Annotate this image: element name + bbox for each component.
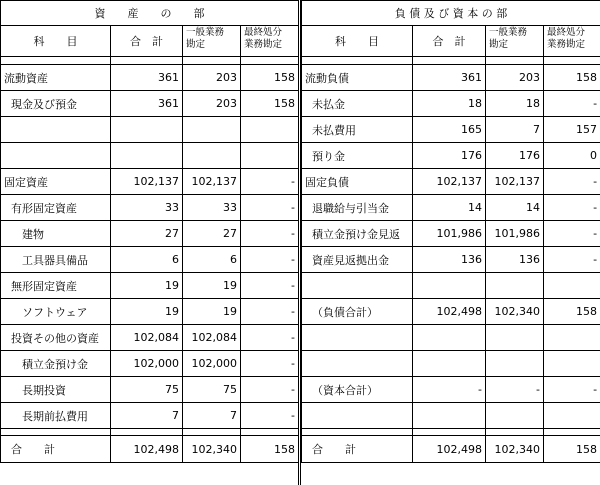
liabilities-table-row: [302, 247, 600, 273]
liabilities-row-total: 18: [413, 91, 486, 117]
liabilities-grand-total-final: 158: [544, 436, 600, 463]
liabilities-table-row: [302, 403, 600, 429]
liabilities-row-final: 158: [544, 299, 600, 325]
liabilities-row-general: 203: [486, 65, 544, 91]
assets-section: [0, 0, 298, 485]
assets-row-total: 19: [111, 299, 183, 325]
liabilities-row-final: -: [544, 91, 600, 117]
assets-row-total: 6: [111, 247, 183, 273]
liabilities-row-general: [486, 273, 544, 299]
assets-table-row: [1, 143, 299, 169]
liabilities-table-row: [302, 91, 600, 117]
assets-row-name: 長期投資: [1, 377, 111, 403]
liabilities-header-final-top: 最終処分: [547, 27, 586, 38]
assets-row-total: 102,137: [111, 169, 183, 195]
liabilities-row-final: -: [544, 247, 600, 273]
assets-row-final: [241, 143, 299, 169]
liabilities-row-total: 176: [413, 143, 486, 169]
assets-spacer-cell: [1, 429, 111, 436]
liabilities-row-final: 157: [544, 117, 600, 143]
assets-row-total: 33: [111, 195, 183, 221]
liabilities-spacer-cell: [486, 429, 544, 436]
assets-table-row: [1, 273, 299, 299]
liabilities-row-general: 101,986: [486, 221, 544, 247]
assets-spacer-row: [1, 57, 299, 65]
assets-row-name: [1, 117, 111, 143]
assets-table-row: [1, 247, 299, 273]
liabilities-table-row: [302, 273, 600, 299]
assets-table-row: [1, 65, 299, 91]
liabilities-row-final: 0: [544, 143, 600, 169]
liabilities-row-name: 積立金預け金見返: [302, 221, 413, 247]
liabilities-row-name: 流動負債: [302, 65, 413, 91]
liabilities-row-name: [302, 403, 413, 429]
liabilities-header-total: 合 計: [413, 26, 486, 57]
liabilities-header-final: [544, 26, 600, 57]
liabilities-row-name: 預り金: [302, 143, 413, 169]
assets-row-general: [183, 117, 241, 143]
assets-header-total: 合 計: [111, 26, 183, 57]
liabilities-row-general: 102,340: [486, 299, 544, 325]
liabilities-row-total: 101,986: [413, 221, 486, 247]
assets-row-total: 102,084: [111, 325, 183, 351]
assets-row-general: 19: [183, 273, 241, 299]
assets-row-final: -: [241, 247, 299, 273]
liabilities-row-general: 102,137: [486, 169, 544, 195]
assets-section-title-row: [1, 1, 299, 26]
liabilities-row-general: [486, 403, 544, 429]
assets-header-final-bottom: 業務勘定: [244, 39, 283, 50]
liabilities-row-total: 102,498: [413, 299, 486, 325]
liabilities-section: [301, 0, 600, 485]
liabilities-row-name: [302, 273, 413, 299]
liabilities-row-final: [544, 351, 600, 377]
assets-row-name: 投資その他の資産: [1, 325, 111, 351]
liabilities-row-general: [486, 351, 544, 377]
assets-row-name: 長期前払費用: [1, 403, 111, 429]
liabilities-row-final: -: [544, 169, 600, 195]
liabilities-row-total: 361: [413, 65, 486, 91]
assets-row-general: 7: [183, 403, 241, 429]
assets-section-title: 資 産 の 部: [1, 1, 299, 26]
liabilities-row-name: [302, 351, 413, 377]
assets-row-total: 102,000: [111, 351, 183, 377]
assets-header-row: [1, 26, 299, 57]
assets-row-final: 158: [241, 91, 299, 117]
liabilities-row-final: -: [544, 377, 600, 403]
assets-table-row: [1, 169, 299, 195]
liabilities-table-row: [302, 117, 600, 143]
liabilities-row-name: （資本合計）: [302, 377, 413, 403]
assets-row-final: 158: [241, 65, 299, 91]
liabilities-row-total: 165: [413, 117, 486, 143]
assets-row-name: 無形固定資産: [1, 273, 111, 299]
assets-grand-total-value: 102,498: [111, 436, 183, 463]
assets-row-general: 33: [183, 195, 241, 221]
assets-table-row: [1, 403, 299, 429]
liabilities-spacer-row: [302, 429, 600, 436]
liabilities-table-row: [302, 299, 600, 325]
assets-row-total: 361: [111, 65, 183, 91]
assets-row-general: 27: [183, 221, 241, 247]
assets-grand-total-general: 102,340: [183, 436, 241, 463]
liabilities-row-general: 136: [486, 247, 544, 273]
assets-table-row: [1, 325, 299, 351]
liabilities-header-general-bottom: 勘定: [489, 39, 509, 50]
assets-grand-total-final: 158: [241, 436, 299, 463]
liabilities-table-row: [302, 195, 600, 221]
liabilities-row-final: -: [544, 195, 600, 221]
assets-spacer-cell: [1, 57, 111, 65]
assets-table-row: [1, 195, 299, 221]
assets-row-final: -: [241, 299, 299, 325]
liabilities-row-name: 固定負債: [302, 169, 413, 195]
liabilities-row-total: -: [413, 377, 486, 403]
liabilities-row-name: 未払金: [302, 91, 413, 117]
assets-row-general: 203: [183, 91, 241, 117]
assets-row-final: [241, 117, 299, 143]
assets-row-final: -: [241, 325, 299, 351]
assets-grand-total-row: [1, 436, 299, 463]
liabilities-row-general: -: [486, 377, 544, 403]
liabilities-row-name: 未払費用: [302, 117, 413, 143]
assets-row-final: -: [241, 273, 299, 299]
liabilities-table-row: [302, 65, 600, 91]
assets-table-row: [1, 91, 299, 117]
assets-header-item: 科 目: [1, 26, 111, 57]
assets-row-total: 361: [111, 91, 183, 117]
assets-row-name: 流動資産: [1, 65, 111, 91]
liabilities-header-row: [302, 26, 600, 57]
assets-row-name: 工具器具備品: [1, 247, 111, 273]
assets-row-final: -: [241, 377, 299, 403]
liabilities-row-final: 158: [544, 65, 600, 91]
liabilities-row-final: [544, 325, 600, 351]
liabilities-spacer-cell: [486, 57, 544, 65]
assets-spacer-cell: [241, 57, 299, 65]
assets-spacer-cell: [183, 429, 241, 436]
liabilities-spacer-cell: [413, 429, 486, 436]
assets-row-final: -: [241, 403, 299, 429]
assets-row-final: -: [241, 169, 299, 195]
liabilities-row-total: [413, 325, 486, 351]
assets-row-name: [1, 143, 111, 169]
liabilities-section-title: 負 債 及 び 資 本 の 部: [302, 1, 600, 26]
liabilities-row-name: （負債合計）: [302, 299, 413, 325]
liabilities-grand-total-value: 102,498: [413, 436, 486, 463]
liabilities-table-row: [302, 143, 600, 169]
liabilities-grand-total-row: [302, 436, 600, 463]
assets-spacer-cell: [111, 429, 183, 436]
assets-row-name: 積立金預け金: [1, 351, 111, 377]
assets-table-row: [1, 377, 299, 403]
assets-row-total: 19: [111, 273, 183, 299]
assets-header-final: [241, 26, 299, 57]
assets-grand-total-label: 合 計: [1, 436, 111, 463]
assets-row-final: -: [241, 195, 299, 221]
liabilities-table: [301, 0, 600, 463]
liabilities-row-final: [544, 273, 600, 299]
liabilities-header-item: 科 目: [302, 26, 413, 57]
assets-header-general-top: 一般業務: [186, 27, 225, 38]
assets-table: [0, 0, 299, 463]
assets-table-row: [1, 117, 299, 143]
assets-row-general: 6: [183, 247, 241, 273]
assets-header-general: [183, 26, 241, 57]
assets-table-row: [1, 351, 299, 377]
liabilities-row-general: 14: [486, 195, 544, 221]
assets-row-name: 現金及び預金: [1, 91, 111, 117]
liabilities-row-general: 18: [486, 91, 544, 117]
liabilities-row-total: [413, 273, 486, 299]
liabilities-row-general: 176: [486, 143, 544, 169]
assets-row-general: [183, 143, 241, 169]
liabilities-row-general: 7: [486, 117, 544, 143]
assets-spacer-cell: [183, 57, 241, 65]
liabilities-row-total: [413, 351, 486, 377]
liabilities-row-name: 退職給与引当金: [302, 195, 413, 221]
assets-row-general: 102,137: [183, 169, 241, 195]
assets-row-general: 102,084: [183, 325, 241, 351]
liabilities-row-general: [486, 325, 544, 351]
assets-row-name: 有形固定資産: [1, 195, 111, 221]
assets-row-general: 75: [183, 377, 241, 403]
assets-row-final: -: [241, 221, 299, 247]
liabilities-header-general-top: 一般業務: [489, 27, 528, 38]
assets-table-row: [1, 221, 299, 247]
assets-table-row: [1, 299, 299, 325]
assets-row-name: 建物: [1, 221, 111, 247]
liabilities-row-final: [544, 403, 600, 429]
assets-spacer-cell: [111, 57, 183, 65]
liabilities-row-name: 資産見返拠出金: [302, 247, 413, 273]
liabilities-spacer-cell: [302, 429, 413, 436]
liabilities-section-title-row: [302, 1, 600, 26]
liabilities-spacer-cell: [413, 57, 486, 65]
assets-row-name: 固定資産: [1, 169, 111, 195]
assets-header-general-bottom: 勘定: [186, 39, 206, 50]
liabilities-spacer-cell: [302, 57, 413, 65]
liabilities-spacer-row: [302, 57, 600, 65]
assets-row-general: 102,000: [183, 351, 241, 377]
liabilities-row-final: -: [544, 221, 600, 247]
assets-row-total: [111, 143, 183, 169]
assets-row-final: -: [241, 351, 299, 377]
assets-row-total: 27: [111, 221, 183, 247]
assets-row-total: 75: [111, 377, 183, 403]
liabilities-header-final-bottom: 業務勘定: [547, 39, 586, 50]
liabilities-row-name: [302, 325, 413, 351]
liabilities-spacer-cell: [544, 57, 600, 65]
assets-spacer-row: [1, 429, 299, 436]
liabilities-spacer-cell: [544, 429, 600, 436]
liabilities-grand-total-label: 合 計: [302, 436, 413, 463]
liabilities-table-row: [302, 325, 600, 351]
liabilities-table-row: [302, 351, 600, 377]
liabilities-row-total: 14: [413, 195, 486, 221]
assets-row-name: ソフトウェア: [1, 299, 111, 325]
assets-row-total: 7: [111, 403, 183, 429]
assets-row-general: 19: [183, 299, 241, 325]
assets-row-general: 203: [183, 65, 241, 91]
liabilities-row-total: 102,137: [413, 169, 486, 195]
liabilities-grand-total-general: 102,340: [486, 436, 544, 463]
liabilities-table-row: [302, 377, 600, 403]
assets-header-final-top: 最終処分: [244, 27, 283, 38]
liabilities-table-row: [302, 221, 600, 247]
liabilities-header-general: [486, 26, 544, 57]
liabilities-row-total: [413, 403, 486, 429]
assets-spacer-cell: [241, 429, 299, 436]
assets-row-total: [111, 117, 183, 143]
liabilities-table-row: [302, 169, 600, 195]
liabilities-row-total: 136: [413, 247, 486, 273]
